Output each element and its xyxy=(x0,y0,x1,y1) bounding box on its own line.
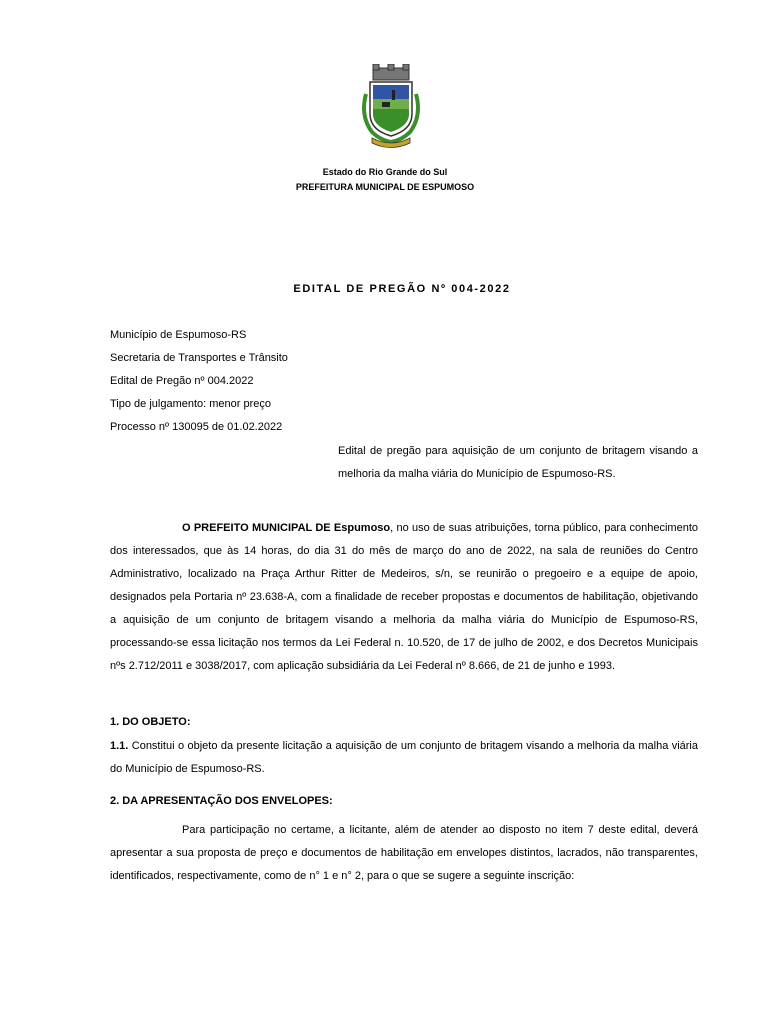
edital-summary: Edital de pregão para aquisição de um conjunto de britagem visando a melhoria da malha viária do Município de Espumoso-RS. xyxy=(338,445,698,480)
section-1-item xyxy=(110,735,698,781)
coat-of-arms-icon xyxy=(358,64,424,148)
preamble-lead: O PREFEITO MUNICIPAL DE Espumoso xyxy=(182,522,391,534)
meta-julgamento: Tipo de julgamento: menor preço xyxy=(110,398,272,410)
section-2-paragraph: Para participação no certame, a licitante, além de atender ao disposto no item 7 deste edital, deverá apresentar a sua proposta de preço e documentos de habilitação em envelopes distintos, lacrados, não transparentes, identificados, respectivamente, como de n° 1 e n° 2, para o que se sugere a seguinte inscrição: xyxy=(110,824,698,882)
item-text: Constitui o objeto da presente licitação a aquisição de um conjunto de britagem visando a melhoria da malha viária do Município de Espumoso-RS. xyxy=(110,740,698,775)
meta-edital: Edital de Pregão nº 004.2022 xyxy=(110,375,254,387)
meta-processo: Processo nº 130095 de 01.02.2022 xyxy=(110,421,283,433)
document-title: EDITAL DE PREGÃO Nº 004-2022 xyxy=(293,283,511,295)
section-1-heading: 1. DO OBJETO: xyxy=(110,716,191,728)
meta-municipio: Município de Espumoso-RS xyxy=(110,329,247,341)
municipality-name: PREFEITURA MUNICIPAL DE ESPUMOSO xyxy=(295,182,475,192)
state-name: Estado do Rio Grande do Sul xyxy=(322,167,448,177)
item-number: 1.1. xyxy=(110,740,129,752)
preamble-paragraph xyxy=(110,517,698,678)
meta-secretaria: Secretaria de Transportes e Trânsito xyxy=(110,352,288,364)
section-2-heading: 2. DA APRESENTAÇÃO DOS ENVELOPES: xyxy=(110,795,333,807)
preamble-text: , no uso de suas atribuições, torna público, para conhecimento dos interessados, que às 14 horas, do dia 31 do mês de março do ano de 2022, na sala de reuniões do Centro Administrativo, localizado na Praça Arthur Ritter de Medeiros, s/n, se reunirão o pregoeiro e a equipe de apoio, designados pela Portaria nº 23.638-A, com a finalidade de receber propostas e documentos de habilitação, objetivando a aquisição de um conjunto de britagem visando a melhoria da malha viária do Município de Espumoso-RS, processando-se essa licitação nos termos da Lei Federal n. 10.520, de 17 de julho de 2002, e dos Decretos Municipais nºs 2.712/2011 e 3038/2017, com aplicação subsidiária da Lei Federal nº 8.666, de 21 de junho e 1993. xyxy=(110,522,698,672)
